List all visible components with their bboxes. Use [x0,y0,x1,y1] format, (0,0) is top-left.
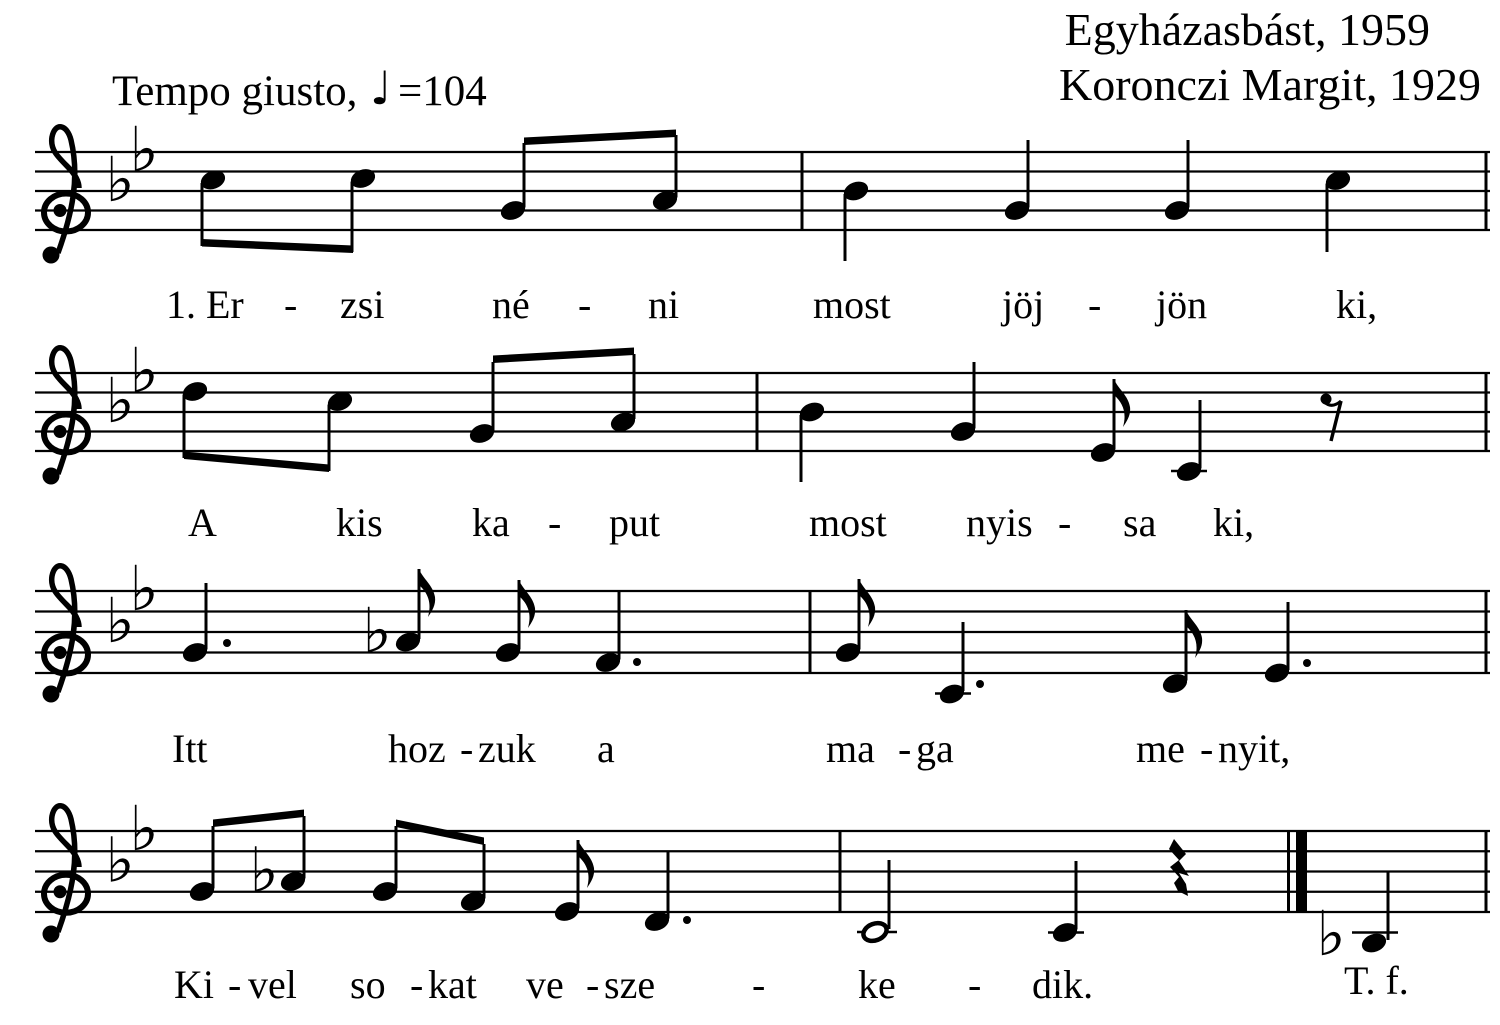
lyric-syllable: - [752,962,766,1007]
flat-icon: ♭ [105,584,135,657]
lyric-syllable: - [898,726,912,771]
quarter-note-icon: ♩ [370,61,392,115]
lyric-syllable: jöj [1002,282,1045,327]
lyric-syllable: hoz [388,726,446,771]
lyric-syllable: - [1200,726,1214,771]
flat-icon: ♭ [105,364,135,437]
beam [213,810,304,828]
notation-layer [35,113,1490,970]
flat-icon: ♭ [129,792,159,866]
beam [202,239,353,253]
lyric-syllable: ga [916,726,954,771]
lyric-syllable: put [609,500,661,545]
eighth-flag-icon [1186,610,1202,658]
lyric-syllable: me [1136,726,1185,771]
lyric-syllable: most [813,282,891,327]
lyric-syllable: most [809,500,887,545]
lyric-syllable: Ki [174,962,214,1007]
lyric-syllable: ke [858,962,896,1007]
notehead [1360,931,1388,955]
treble-clef-icon [54,646,67,659]
flat-icon: ♭ [249,833,279,907]
tempo-bpm: =104 [398,68,487,115]
lyric-syllable: - [1088,282,1102,327]
lyric-syllable: - [586,962,600,1007]
lyric-syllable: - [410,962,424,1007]
eighth-flag-icon [419,569,435,617]
lyric-syllable: - [1058,500,1072,545]
quarter-rest-icon [1169,839,1189,896]
treble-clef-icon [54,204,67,217]
flat-icon: ♭ [105,143,135,216]
treble-clef-icon [43,686,60,703]
eighth-flag-icon [578,840,594,888]
treble-clef-icon [43,468,60,485]
treble-clef-icon [54,885,67,898]
notehead [861,920,889,944]
eighth-flag-icon [859,579,875,627]
treble-clef-icon [52,127,79,253]
eighth-rest-icon [1331,401,1341,441]
treble-clef-icon [43,247,60,264]
lyric-syllable: kis [336,500,383,545]
lyric-syllable: dik. [1032,962,1094,1007]
lyric-syllable: ki, [1213,500,1255,545]
flat-icon: ♭ [362,594,392,667]
lyric-syllable: sa [1123,500,1157,545]
footer-mark: T. f. [1344,958,1409,1003]
lyric-syllable: né [492,282,530,327]
lyric-syllable: - [578,282,592,327]
lyric-syllable: - [968,962,982,1007]
lyric-syllable: zsi [340,282,385,327]
lyric-syllable: Itt [172,726,208,771]
augmentation-dot [976,680,984,688]
augmentation-dot [223,639,231,647]
tempo-label: Tempo giusto, [112,68,358,115]
lyric-syllable: jön [1156,282,1208,327]
beam [184,452,329,473]
lyric-syllable: - [460,726,474,771]
lyric-syllable: 1. Er [166,282,244,327]
lyric-syllable: zuk [478,726,536,771]
augmentation-dot [683,916,691,924]
lyric-syllable: ki, [1336,282,1378,327]
lyric-syllable: nyit, [1218,726,1291,771]
eighth-flag-icon [519,580,535,628]
lyric-syllable: kat [428,962,477,1007]
beam [493,348,634,364]
flat-icon: ♭ [129,552,159,626]
flat-icon: ♭ [129,333,159,407]
lyric-syllable: - [284,282,298,327]
lyrics-layer [166,282,1377,1007]
lyric-syllable: a [597,726,615,771]
lyric-syllable: ka [472,500,510,545]
flat-icon: ♭ [105,823,135,897]
lyric-syllable: sze [604,962,656,1007]
treble-clef-icon [52,348,79,474]
header-place-year: Egyházasbást, 1959 [1064,4,1430,55]
lyric-syllable: nyis [966,500,1033,545]
lyric-syllable: - [228,962,242,1007]
beam [524,130,676,146]
lyric-syllable: vel [248,962,297,1007]
lyric-syllable: ve [526,962,564,1007]
lyric-syllable: so [350,962,386,1007]
header-collector-year: Koronczi Margit, 1929 [1058,59,1481,110]
treble-clef-icon [43,926,60,943]
beam [396,820,484,846]
final-barline-thick [1296,831,1307,912]
lyric-syllable: ni [648,282,680,327]
augmentation-dot [633,658,641,666]
flat-icon: ♭ [129,112,159,186]
lyric-syllable: A [188,500,217,545]
lyric-syllable: ma [826,726,875,771]
treble-clef-icon [54,425,67,438]
augmentation-dot [1303,659,1311,667]
eighth-flag-icon [1114,379,1130,427]
lyric-syllable: - [548,500,562,545]
flat-icon: ♭ [1316,897,1346,970]
final-barline-thin [1287,831,1290,912]
